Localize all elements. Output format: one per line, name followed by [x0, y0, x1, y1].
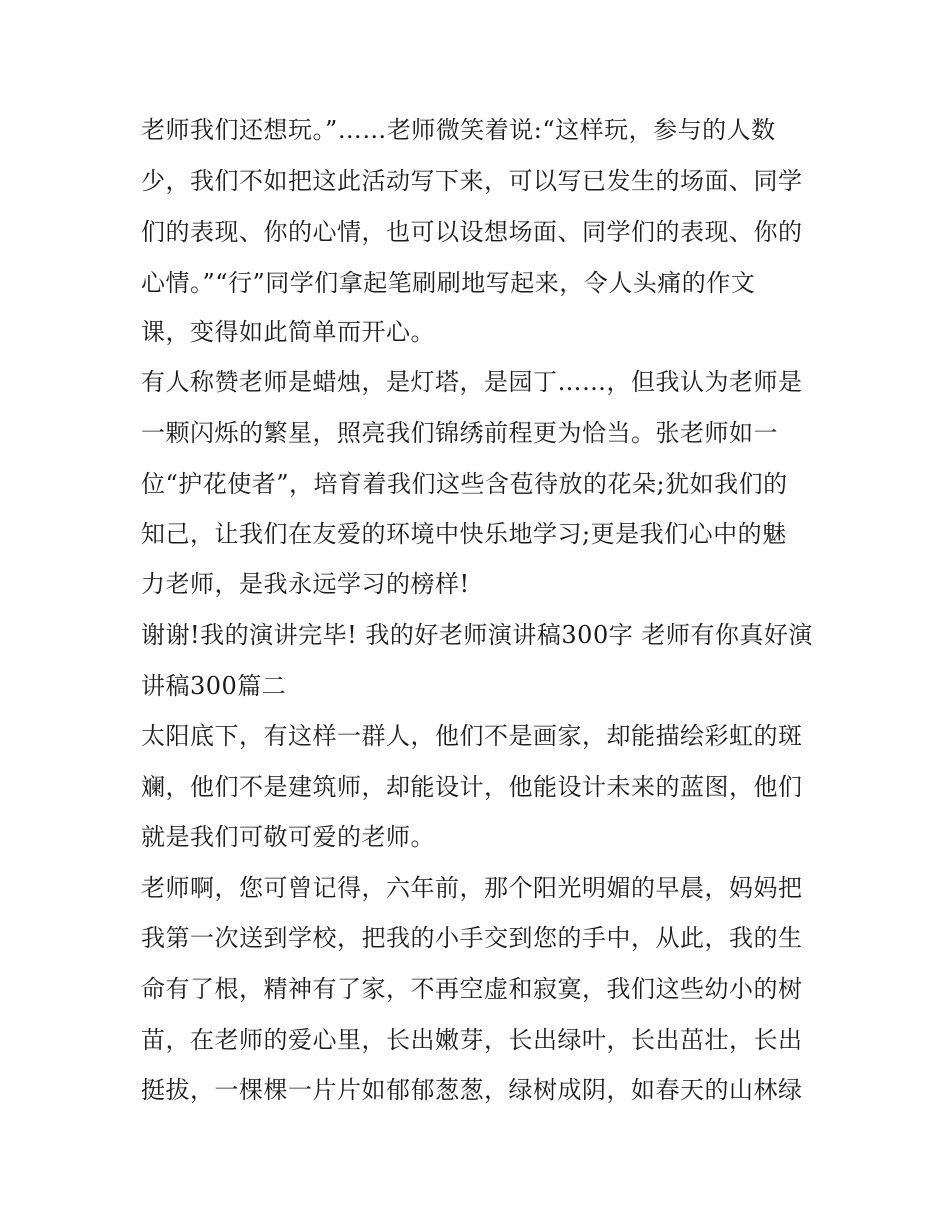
text-line: 课，变得如此简单而开心。: [141, 318, 435, 346]
text-line: 我第一次送到学校，把我的小手交到您的手中，从此，我的生: [141, 924, 803, 952]
text-line: 力老师，是我永远学习的榜样!: [141, 570, 470, 598]
text-line: 命有了根，精神有了家，不再空虚和寂寞，我们这些幼小的树: [141, 975, 803, 1003]
text-line: 太阳底下，有这样一群人，他们不是画家，却能描绘彩虹的斑: [141, 722, 803, 750]
text-line: 斓，他们不是建筑师，却能设计，他能设计未来的蓝图，他们: [141, 773, 803, 801]
text-line: 少，我们不如把这此活动写下来，可以写已发生的场面、同学: [141, 167, 803, 195]
text-line: 老师啊，您可曾记得，六年前，那个阳光明媚的早晨，妈妈把: [141, 874, 803, 902]
text-line: 挺拔，一棵棵一片片如郁郁葱葱，绿树成阴，如春天的山林绿: [141, 1076, 803, 1104]
text-line: 就是我们可敬可爱的老师。: [141, 823, 435, 851]
text-line: 苗，在老师的爱心里，长出嫩芽，长出绿叶，长出茁壮，长出: [141, 1026, 803, 1054]
text-line: 老师我们还想玩。”……老师微笑着说:“这样玩，参与的人数: [141, 116, 776, 144]
text-line: 知己，让我们在友爱的环境中快乐地学习;更是我们心中的魅: [141, 520, 787, 548]
text-line: 讲稿300篇二: [141, 672, 287, 700]
text-line: 们的表现、你的心情，也可以设想场面、同学们的表现、你的: [141, 218, 803, 246]
text-line: 位“护花使者”，培育着我们这些含苞待放的花朵;犹如我们的: [141, 470, 788, 498]
text-line: 心情。”“行”同学们拿起笔刷刷地写起来，令人头痛的作文: [141, 269, 756, 297]
text-line: 有人称赞老师是蜡烛，是灯塔，是园丁……，但我认为老师是: [141, 368, 803, 396]
text-line: 谢谢!我的演讲完毕! 我的好老师演讲稿300字 老师有你真好演: [141, 621, 813, 649]
text-line: 一颗闪烁的繁星，照亮我们锦绣前程更为恰当。张老师如一: [141, 419, 778, 447]
